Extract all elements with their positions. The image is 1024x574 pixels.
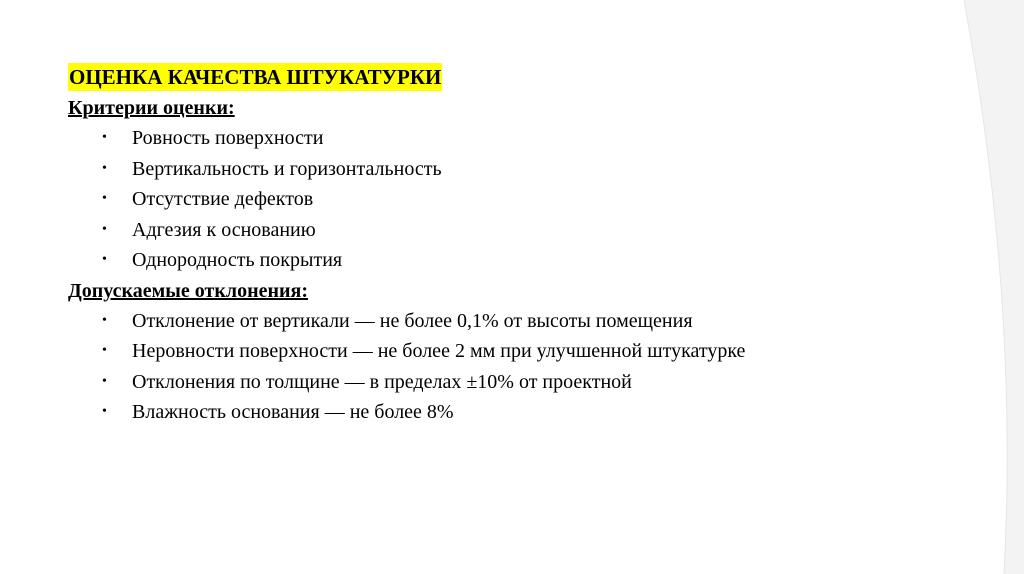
criteria-item: • Отсутствие дефектов bbox=[68, 184, 968, 215]
criteria-item: • Адгезия к основанию bbox=[68, 215, 968, 246]
slide-title: ОЦЕНКА КАЧЕСТВА ШТУКАТУРКИ bbox=[69, 65, 442, 89]
deviation-item: • Отклонение от вертикали — не более 0,1% от высоты помещения bbox=[68, 306, 968, 337]
criteria-heading: Критерии оценки: bbox=[68, 97, 235, 119]
bullet-icon: • bbox=[102, 404, 107, 419]
criteria-list bbox=[68, 123, 968, 276]
criteria-item: • Однородность покрытия bbox=[68, 245, 968, 276]
deviation-item: • Влажность основания — не более 8% bbox=[68, 397, 968, 428]
bullet-icon: • bbox=[102, 343, 107, 358]
criteria-item: • Ровность поверхности bbox=[68, 123, 968, 154]
slide-content bbox=[68, 63, 968, 428]
criteria-item: • Вертикальность и горизонтальность bbox=[68, 154, 968, 185]
bullet-icon: • bbox=[102, 252, 107, 267]
bullet-icon: • bbox=[102, 312, 107, 328]
deviation-item: • Неровности поверхности — не более 2 мм при улучшенной штукатурке bbox=[68, 336, 968, 367]
bullet-icon: • bbox=[102, 160, 107, 176]
bullet-icon: • bbox=[102, 373, 107, 389]
bullet-icon: • bbox=[102, 221, 107, 237]
bullet-icon: • bbox=[102, 191, 107, 206]
deviation-item: • Отклонения по толщине — в пределах ±10% от проектной bbox=[68, 367, 968, 398]
deviations-list bbox=[68, 306, 968, 428]
bullet-icon: • bbox=[102, 130, 107, 145]
deviations-heading: Допускаемые отклонения: bbox=[68, 279, 308, 302]
slide-corner-decoration bbox=[964, 0, 1024, 574]
